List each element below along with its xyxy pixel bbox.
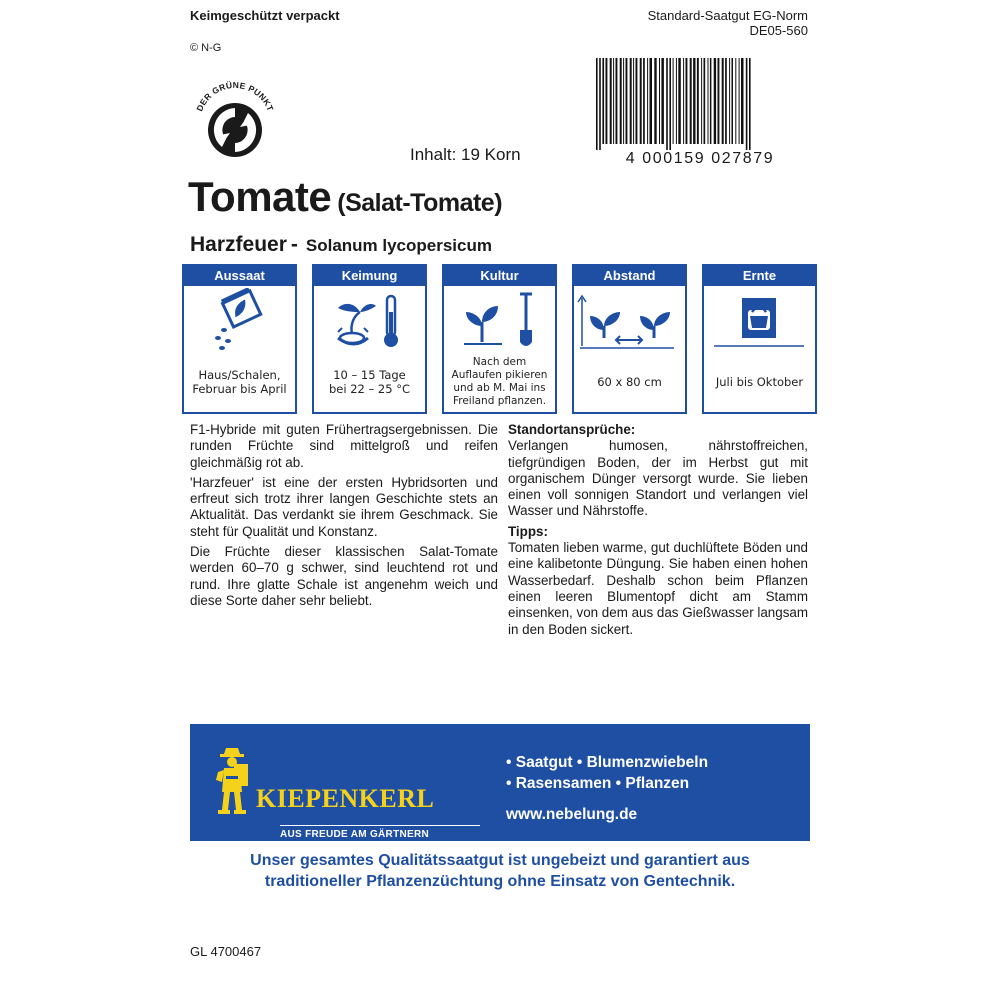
card-text: Nach dem Auflaufen pikieren und ab M. Mai ins Freiland pflanzen.	[451, 356, 548, 407]
barcode-bar	[676, 58, 677, 144]
header-standard-seed	[648, 8, 808, 38]
growing-info-cards	[182, 264, 818, 416]
barcode-bar	[659, 58, 660, 144]
barcode-bar	[708, 58, 709, 144]
card-text: Juli bis Oktober	[715, 375, 804, 389]
card-text: Haus/Schalen, Februar bis April	[192, 368, 287, 396]
kiepenkerl-logo	[208, 742, 448, 840]
barcode-bar	[606, 58, 608, 144]
standort-text: Verlangen humosen, nährstoffreichen, tiefgründigen Boden, der im Herbst gut mit organischem Dünger versorgt wurde. Sie lieben einen voll sonnigen Standort und verlangen viel Wasser und Nährstoffe.	[508, 438, 808, 519]
card-keimung	[312, 264, 427, 414]
seedling-spade-icon	[444, 288, 555, 354]
product-title	[188, 173, 502, 221]
brand-name: KIEPENKERL	[256, 784, 435, 813]
barcode-bar	[654, 58, 656, 144]
brand-banner	[190, 724, 810, 841]
barcode-bar	[725, 58, 727, 144]
seed-packet-icon	[184, 288, 295, 354]
barcode-bar	[610, 58, 612, 144]
barcode-bar	[693, 58, 695, 144]
barcode-bar	[623, 58, 624, 144]
variety-name: Harzfeuer	[190, 233, 287, 256]
barcode-bar	[683, 58, 684, 144]
kiepenkerl-figure-icon	[212, 746, 252, 816]
tipps-text: Tomaten lieben warme, gut duchlüftete Böden und eine kalibetonte Düngung. Sie haben einen hohen Wasserbedarf. Deshalb schon beim Pflanzen einen leeren Blumentopf dicht am Stamm einsenken, von dem aus das Gießwasser langsam in den Boden sickert.	[508, 540, 808, 637]
product-range-line: • Saatgut • Blumenzwiebeln	[506, 754, 709, 771]
card-kultur	[442, 264, 557, 414]
description-column	[190, 422, 498, 609]
description-paragraph: 'Harzfeuer' ist eine der ersten Hybridsorten und erfreut sich trotz ihrer langen Geschichte stets an Aktualität. Das verdankt sie ihrem Geschmack. Sie steht für Qualität und Konstanz.	[190, 474, 498, 539]
barcode-bar	[630, 58, 632, 144]
barcode-bar	[746, 58, 748, 150]
barcode-bar	[686, 58, 688, 144]
germination-thermometer-icon	[314, 288, 425, 354]
card-text: 10 – 15 Tage bei 22 – 25 °C	[329, 368, 410, 396]
quality-statement-line: traditioneller Pflanzenzüchtung ohne Einsatz von Gentechnik.	[264, 873, 736, 890]
svg-text:DER GRÜNE PUNKT: DER GRÜNE PUNKT	[194, 79, 276, 113]
harvest-basket-icon	[704, 288, 815, 354]
content-quantity: Inhalt: 19 Korn	[410, 145, 521, 164]
ean-barcode	[590, 58, 810, 170]
brand-slogan: AUS FREUDE AM GÄRTNERN	[280, 825, 480, 840]
standort-heading: Standortansprüche:	[508, 422, 636, 437]
barcode-bar	[643, 58, 645, 144]
quality-statement-line: Unser gesamtes Qualitätssaatgut ist ungebeizt und garantiert aus	[250, 852, 750, 869]
barcode-bar	[697, 58, 699, 144]
barcode-bar	[613, 58, 614, 144]
cultivation-column	[508, 422, 808, 642]
standard-seed-label: Standard-Saatgut EG-Norm	[647, 8, 808, 23]
barcode-bar	[620, 58, 622, 144]
card-ernte	[702, 264, 817, 414]
barcode-bar	[678, 58, 681, 144]
description-paragraph: Die Früchte dieser klassischen Salat-Tomate werden 60–70 g schwer, sind leuchtend rot und rund. Ihre glatte Schale ist angenehm weich und diese Sorte daher sehr beliebt.	[190, 544, 498, 608]
barcode-bar	[749, 58, 751, 150]
barcode-bar	[640, 58, 642, 144]
product-name: Tomate	[188, 173, 332, 220]
barcode-bar	[729, 58, 730, 144]
card-label: Keimung	[314, 266, 425, 286]
card-aussaat	[182, 264, 297, 414]
barcode-bar	[701, 58, 702, 144]
barcode-bar	[666, 58, 668, 150]
card-label: Ernte	[704, 266, 815, 286]
barcode-bar	[735, 58, 736, 144]
barcode-bar	[602, 58, 604, 144]
barcode-bar	[596, 58, 598, 150]
barcode-bar	[616, 58, 618, 144]
barcode-bar	[714, 58, 716, 144]
card-label: Abstand	[574, 266, 685, 286]
barcode-bar	[647, 58, 648, 144]
barcode-bar	[626, 58, 628, 144]
barcode-bar	[661, 58, 664, 144]
variety-separator: -	[290, 233, 298, 256]
product-range-line: • Rasensamen • Pflanzen	[506, 775, 690, 792]
gl-number: GL 4700467	[190, 944, 262, 959]
header-protected-packaging: Keimgeschützt verpackt	[190, 8, 340, 23]
card-label: Kultur	[444, 266, 555, 286]
card-abstand	[572, 264, 687, 414]
barcode-bar	[741, 58, 744, 144]
barcode-bar	[739, 58, 740, 144]
tipps-heading: Tipps:	[508, 523, 548, 539]
barcode-bar	[718, 58, 720, 144]
barcode-number: 4 000159 027879	[625, 150, 775, 167]
barcode-bar	[650, 58, 653, 144]
product-subtitle: (Salat-Tomate)	[337, 189, 503, 217]
barcode-bar	[673, 58, 674, 144]
botanical-name: Solanum lycopersicum	[305, 236, 492, 255]
description-paragraph: F1-Hybride mit guten Frühertragsergebnissen. Die runden Früchte sind mittelgroß und reifen gleichmäßig rot ab.	[190, 422, 498, 470]
barcode-bar	[636, 58, 638, 144]
barcode-bar	[669, 58, 671, 150]
website-link[interactable]: www.nebelung.de	[506, 806, 638, 823]
barcode-bar	[722, 58, 724, 144]
gruene-punkt-logo	[190, 75, 280, 165]
barcode-bar	[732, 58, 734, 144]
card-label: Aussaat	[184, 266, 295, 286]
variety-line	[190, 233, 492, 257]
barcode-bar	[599, 58, 601, 150]
certification-code: DE05-560	[749, 23, 808, 38]
quality-statement	[190, 850, 810, 892]
barcode-bar	[704, 58, 706, 144]
barcode-bar	[690, 58, 692, 144]
copyright-notice: © N-G	[190, 42, 222, 54]
barcode-bar	[633, 58, 634, 144]
plant-spacing-icon	[574, 288, 685, 354]
product-range-list	[506, 752, 708, 794]
card-text: 60 x 80 cm	[597, 375, 662, 389]
barcode-bar	[710, 58, 712, 144]
